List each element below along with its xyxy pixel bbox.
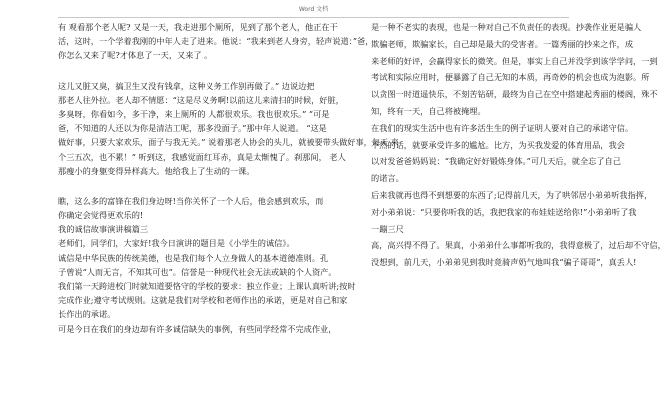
right-line: 没想到，前几天，小弟弟见到我时竟骑声奶气地叫我“骗子哥哥”，真丢人! [371,257,637,268]
right-line: 对小弟弟说：“只要你听我的话，我把我家的布娃娃送给你!”小弟弟听了我 [371,206,637,217]
left-line: 活，这时，一个学着我刚的中年人走了进来。他说：“我来到老人身旁，轻声说道：”爸， [58,36,374,47]
left-line: 可是今日在我们的身边却有许多诚信缺失的事例，有些同学经常不完成作业， [58,323,337,334]
header-divider [58,17,569,18]
left-line: 你确定会觉得更欢乐的! [58,210,144,221]
right-line: 知，终有一天，自己将被掩埋。 [371,105,486,116]
left-line: 我们第一天跨进校门时就知道要恪守的学校的要求：独立作业；上课认真听讲;按时 [58,281,356,291]
left-line: 诚信是中华民族的传统美德，也是我们每个人立身做人的基本道德准则。孔 [58,252,329,263]
left-line: 这儿又脏又臭，搞卫生又没有钱拿，这种义务工作别再做了。” 边说边把 [58,80,315,91]
left-line: 做好事，只要大家欢乐，面子与我无关。” 说着那老人协会的头儿，就被要带头做好事，每天 来 [58,137,399,148]
left-line: 完成作业;遵守考试规则。这就是我们对学校和老师作出的承诺，更是对自己和家 [58,295,348,306]
left-line: 有 观看那个老人呢? 又是一天，我走进那个厕所，见到了那个老人，他正在干 [58,22,338,32]
left-line: 你怎么又来了呢?才体息了一天，又来了 。 [58,50,213,61]
right-line: 以贪图一时道遥快乐，不刻苦钻研，最终为自己在空中搭建起秀丽的楼阁，殊不 [371,89,658,100]
right-line: 以对发爸爸妈妈说：“我确定好好锻炼身体。”可几天后，就全忘了自己 [371,156,621,167]
left-line: 那老人往外拉。老人却不情愿：“这是尽义务啊!以前这儿来清扫的时候，好脏， [58,94,344,105]
left-line: 那瘦小的身躯变得异样高大。他给我上了生动的一课。 [58,165,255,176]
left-line: 爸，不知道的人还以为你是清洁工呢，那多没面子。”那中年人说道。 “这是 [58,123,327,134]
right-line: 欺骗老师，欺骗家长，自己却是最大的受害者。一篇秀丽的抄来之作，成 [371,38,634,49]
left-line: 长作出的承诺。 [58,309,116,320]
right-line: 的诺言。 [371,173,404,184]
right-line: 在我们的现实生活中也有许多活生生的例子证明人要对自己的承诺守信。 [371,122,634,133]
right-line: 考试和实际应用时，便暴露了自己无知的本质，再奇妙的机会也成为泡影。所 [371,72,650,83]
right-line: 不然的话，就要承受许多的尴尬。比方，为买我发爱的体育用品，我会 [371,139,625,150]
right-line: 是一种不老实的表现，也是一种对自己不负责任的表现。抄袭作业更是骗人 [371,22,642,32]
right-line: 高，高兴得不得了。果真，小弟弟什么事都听我的，我得意极了，过后却不守信， [371,240,666,251]
document-header: Word 文档 [298,6,329,13]
left-line: 瞧，这么多的富锋在我们身边呀!当你关怀了一个人后，他会感到欢乐，而 [58,195,324,206]
right-line: 一蹦三尺 [371,223,404,234]
left-line: 老师们，同学们，大家好!我今日演讲的题目是《小学生的诚信》。 [58,238,295,249]
section-heading: 我的诚信故事演讲稿篇三 [58,224,149,235]
left-line: 个三五次，也不累！” 听到这，我感觉面红耳赤，真是太惭愧了。刹那间， 老人 [58,151,346,162]
left-line: 子曾说“人而无言，不知其可也”。信誉是一种现代社会无法或缺的个人资产。 [58,266,337,277]
right-line: 后来我就再也得不到想要的东西了;记得前几天，为了哄邻居小弟弟听我指挥， [371,189,653,200]
right-text-column [371,20,666,272]
right-line: 来老师的好评，会赢得家长的微笑。但是，事实上自己并没学到该学学问，一到 [371,55,658,66]
left-line: 多臭呀，你看如今，多干净，来上厕所的 人都很欢乐。我也很欢乐。” ”可是 [58,108,330,119]
